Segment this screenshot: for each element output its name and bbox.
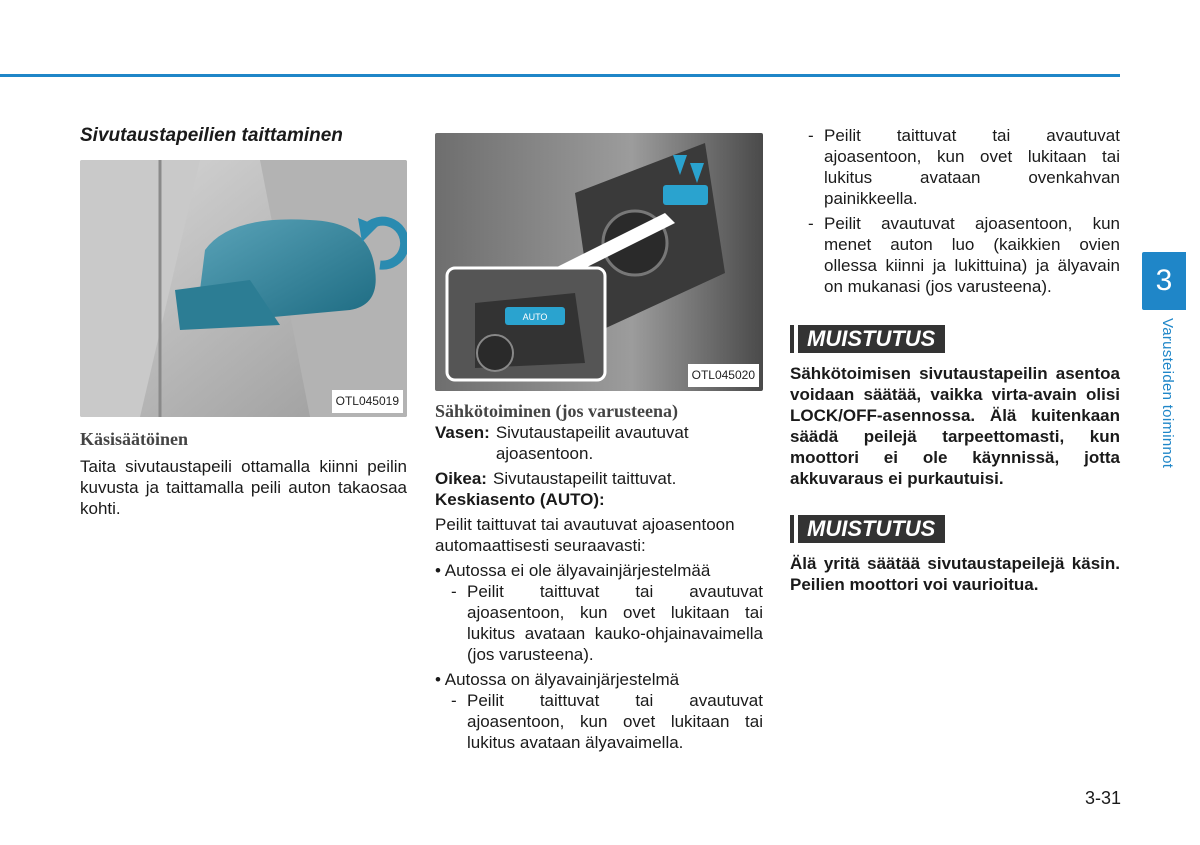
notice-text: Sähkötoimisen sivutaustapeilin asentoa voidaan säätää, vaikka virta-avain olisi LOCK/OFF-asennossa. Älä kuitenkaan säädä peilejä tarpeettomasti, kun moottori ei ole käynnissä, jotta akkuvaraus ei purkautuisi. [790, 364, 1120, 488]
left-text: Sivutaustapeilit avautuvat ajoasentoon. [495, 423, 689, 463]
dash-mark: - [451, 582, 457, 601]
page-number: 3-31 [1085, 788, 1122, 808]
column-middle [435, 133, 763, 753]
bullet-no-smart-key: • Autossa ei ole älyavainjärjestelmää [435, 561, 711, 580]
auto-label: AUTO [522, 312, 548, 322]
figure-code: OTL045020 [688, 364, 759, 387]
dash-mark: - [451, 691, 457, 710]
column-left [80, 125, 407, 519]
manual-heading: Käsisäätöinen [80, 429, 189, 449]
dash-text: Peilit taittuvat tai avautuvat ajoasentoon, kun ovet lukitaan tai lukitus avataan älyavaimella. [467, 691, 763, 752]
left-definition [435, 422, 763, 464]
dash-item [435, 581, 763, 665]
dash-mark: - [808, 126, 814, 145]
dash-text: Peilit avautuvat ajoasentoon, kun menet auton luo (kaikkien ovien ollessa kiinni ja lukittuina) ja älyavain on mukanasi (jos varusteena). [824, 214, 1120, 296]
section-title: Sivutaustapeilien taittaminen [80, 125, 343, 146]
dash-item [790, 213, 1120, 297]
right-definition [435, 468, 763, 489]
figure-code: OTL045019 [332, 390, 403, 413]
switch-illustration [435, 133, 763, 391]
notice-badge: MUISTUTUS [794, 325, 945, 353]
chapter-title: Varusteiden toiminnot [1159, 318, 1176, 469]
switch-figure [435, 133, 763, 391]
chapter-tab: 3 [1142, 252, 1186, 310]
center-text: Peilit taittuvat tai avautuvat ajoasentoon automaattisesti seuraavasti: [435, 515, 735, 555]
mirror-illustration [80, 160, 407, 417]
left-term: Vasen: [435, 423, 490, 442]
right-term: Oikea: [435, 469, 487, 488]
dash-text: Peilit taittuvat tai avautuvat ajoasentoon, kun ovet lukitaan tai lukitus avataan kauko-ohjainavaimella (jos varusteena). [467, 582, 763, 664]
electric-heading: Sähkötoiminen (jos varusteena) [435, 401, 679, 421]
column-right [790, 125, 1120, 595]
right-text: Sivutaustapeilit taittuvat. [492, 469, 677, 488]
header-rule [0, 74, 1120, 77]
dash-item [790, 125, 1120, 209]
dash-text: Peilit taittuvat tai avautuvat ajoasentoon, kun ovet lukitaan tai lukitus avataan ovenkahvan painikkeella. [824, 126, 1120, 208]
manual-text: Taita sivutaustapeili ottamalla kiinni peilin kuvusta ja taittamalla peili auton takaosaa kohti. [80, 457, 407, 518]
mirror-figure [80, 160, 407, 417]
notice-badge: MUISTUTUS [794, 515, 945, 543]
dash-mark: - [808, 214, 814, 233]
notice-text: Älä yritä säätää sivutaustapeilejä käsin. Peilien moottori voi vaurioitua. [790, 554, 1120, 594]
center-term: Keskiasento (AUTO): [435, 490, 605, 509]
bullet-smart-key: • Autossa on älyavainjärjestelmä [435, 670, 680, 689]
dash-item [435, 690, 763, 753]
